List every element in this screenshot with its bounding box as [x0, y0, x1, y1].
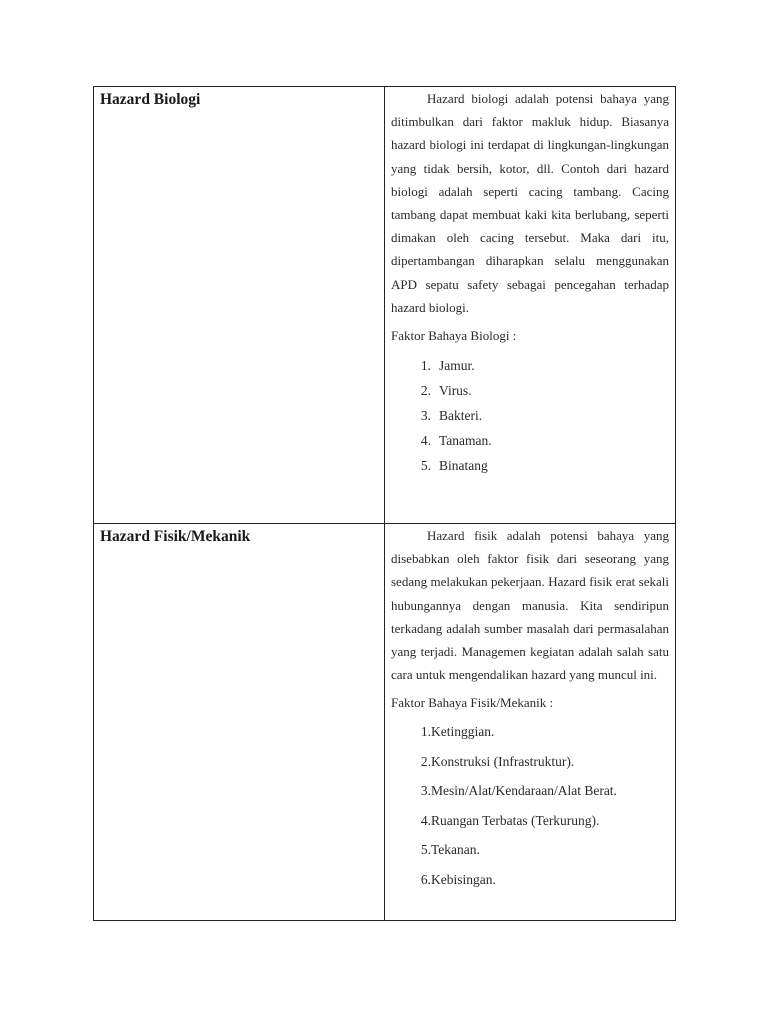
list-item-number: 2. [420, 753, 431, 769]
list-item-text: Ketinggian. [431, 724, 495, 740]
list-item [391, 812, 669, 842]
list-item-number: 5. [420, 458, 431, 474]
list-item-number: 3. [420, 783, 431, 799]
list-item [391, 357, 669, 382]
hazard-table [93, 86, 676, 921]
hazard-description-cell [385, 524, 676, 921]
list-item-text: Mesin/Alat/Kendaraan/Alat Berat. [431, 783, 617, 799]
list-item-text: Ruangan Terbatas (Terkurung). [431, 812, 600, 828]
list-item [391, 432, 669, 457]
hazard-description: Hazard fisik adalah potensi bahaya yang disebabkan oleh faktor fisik dari seseorang yang sedang melakukan pekerjaan. Hazard fisik erat sekali hubungannya dengan manusia. Kita sendiripun terkadang adalah sumber masalah dari permasalahan yang terjadi. Managemen kegiatan adalah salah satu cara untuk mengendalikan hazard yang muncul ini. [391, 528, 669, 683]
factor-list [391, 357, 669, 482]
list-item-number: 6. [420, 871, 431, 887]
list-item-text: Tekanan. [431, 842, 480, 858]
list-item-text: Bakteri. [439, 408, 483, 424]
list-item-text: Tanaman. [439, 433, 492, 449]
list-item [391, 457, 669, 482]
table-row-hazard-biologi [94, 87, 676, 524]
list-item-number: 3. [420, 408, 431, 424]
hazard-title-cell [94, 87, 385, 524]
list-item-text: Kebisingan. [431, 871, 496, 887]
list-item-text: Konstruksi (Infrastruktur). [431, 753, 575, 769]
list-item-number: 1. [420, 724, 431, 740]
hazard-title-cell [94, 524, 385, 921]
hazard-title: Hazard Fisik/Mekanik [100, 528, 251, 545]
hazard-title: Hazard Biologi [100, 91, 201, 108]
list-item [391, 407, 669, 432]
list-item [391, 723, 669, 753]
factor-heading: Faktor Bahaya Biologi : [391, 328, 517, 344]
list-item-number: 1. [420, 358, 431, 374]
list-item [391, 871, 669, 901]
list-item-number: 2. [420, 383, 431, 399]
factor-heading: Faktor Bahaya Fisik/Mekanik : [391, 695, 554, 711]
list-item-number: 4. [420, 433, 431, 449]
list-item-number: 4. [420, 812, 431, 828]
list-item-text: Jamur. [439, 358, 475, 374]
factor-list [391, 723, 669, 900]
list-item-text: Binatang [439, 458, 488, 474]
hazard-description-cell [385, 87, 676, 524]
list-item-text: Virus. [439, 383, 472, 399]
list-item [391, 753, 669, 783]
hazard-description: Hazard biologi adalah potensi bahaya yang ditimbulkan dari faktor makluk hidup. Biasanya hazard biologi ini terdapat di lingkungan-lingkungan yang tidak bersih, kotor, dll. Contoh dari hazard biologi adalah seperti cacing tambang. Cacing tambang dapat membuat kaki kita berlubang, seperti dimakan oleh cacing tersebut. Maka dari itu, dipertambangan diharapkan selalu menggunakan APD sepatu safety sebagai pencegahan terhadap hazard biologi. [391, 91, 669, 315]
list-item [391, 782, 669, 812]
table-row-hazard-fisik-mekanik [94, 524, 676, 921]
list-item [391, 382, 669, 407]
list-item [391, 841, 669, 871]
list-item-number: 5. [420, 842, 431, 858]
